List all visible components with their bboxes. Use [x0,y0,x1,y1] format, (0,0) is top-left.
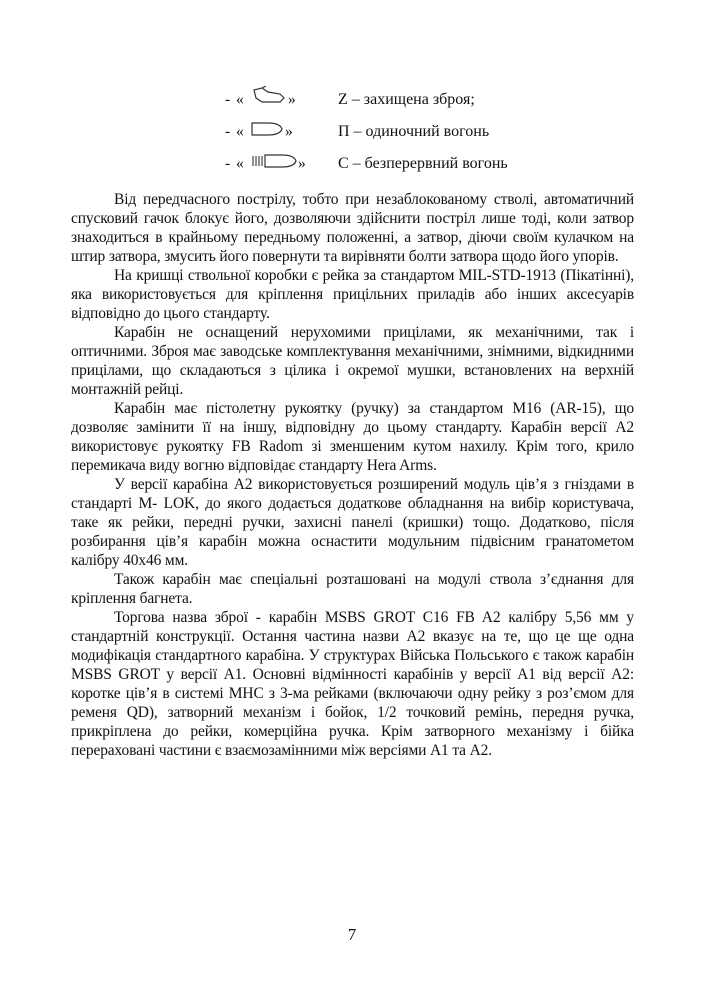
open-quote: « [236,155,244,172]
paragraph: Карабін не оснащений нерухомими прицілами, як механічними, так і оптичними. Зброя має заводське комплектування механічними, знімними, відкидними прицілами, що складаються з цілика і окремої мушки, встановлених на верхній монтажній рейці. [71,324,634,398]
list-dash: - [225,123,231,140]
burst-bullets-icon [250,150,298,180]
close-quote: » [298,155,306,172]
fire-mode-description: С – безперервний вогонь [338,155,508,172]
list-dash: - [225,155,231,172]
fire-mode-description: П – одиночний вогонь [338,123,490,140]
fire-mode-safe [225,80,645,112]
paragraph: На кришці ствольної коробки є рейка за стандартом MIL-STD-1913 (Пікатінні), яка використовується для кріплення прицільних приладів або інших аксесуарів відповідно до цього стандарту. [71,267,634,322]
fire-mode-single [225,112,645,144]
body-text [71,190,634,760]
fire-mode-description: Z – захищена зброя; [338,91,475,108]
paragraph: У версії карабіна А2 використовується розширений модуль ців’я з гніздами в стандарті M- LOK, до якого додається додаткове обладнання на вибір користувача, таке як рейки, передні ручки, захисні панелі (кришки) тощо. Додатково, після розбирання ців’я карабін можна оснастити модульним підвісним гранатометом калібру 40х46 мм. [71,476,634,569]
close-quote: » [285,123,293,140]
list-dash: - [225,91,231,108]
page-number: 7 [347,925,357,944]
paragraph: Від передчасного пострілу, тобто при незаблокованому стволі, автоматичний спусковий гачок блокує його, дозволяючи здійснити постріл лише тоді, коли затвор знаходиться в крайньому передньому положенні, а затвор, діючи своїм кулачком на штир затвора, змусить його повернути та вирівняти болти затвора щодо його упорів. [71,191,634,265]
close-quote: » [288,91,296,108]
fire-mode-burst [225,144,645,176]
paragraph: Карабін має пістолетну рукоятку (ручку) за стандартом M16 (AR-15), що дозволяє замінити її на іншу, відповідну до цьому стандарту. Карабін версії А2 використовує рукоятку FB Radom зі зменшеним кутом нахилу. Крім того, крило перемикача виду вогню відповідає стандарту Hera Arms. [71,400,634,474]
open-quote: « [236,91,244,108]
paragraph: Торгова назва зброї - карабін MSBS GROT C16 FB A2 калібру 5,56 мм у стандартній конструкції. Остання частина назви A2 вказує на те, що це ще одна модифікація стандартного карабіна. У структурах Війська Польського є також карабін MSBS GROT у версії A1. Основні відмінності карабінів у версії A1 від версії A2: коротке ців’я в системі MHC з 3-ма рейками (включаючи одну рейку з роз’ємом для ременя QD), затворний механізм і бойок, 1/2 точковий ремінь, передня ручка, прикріплена до рейки, комерційна ручка. Крім затворного механізму і бійка перераховані частини є взаємозамінними між версіями A1 та A2. [71,609,634,759]
fire-mode-list [225,80,645,176]
open-quote: « [236,123,244,140]
paragraph: Також карабін має спеціальні розташовані на модулі ствола з’єднання для кріплення багнета. [71,571,634,607]
